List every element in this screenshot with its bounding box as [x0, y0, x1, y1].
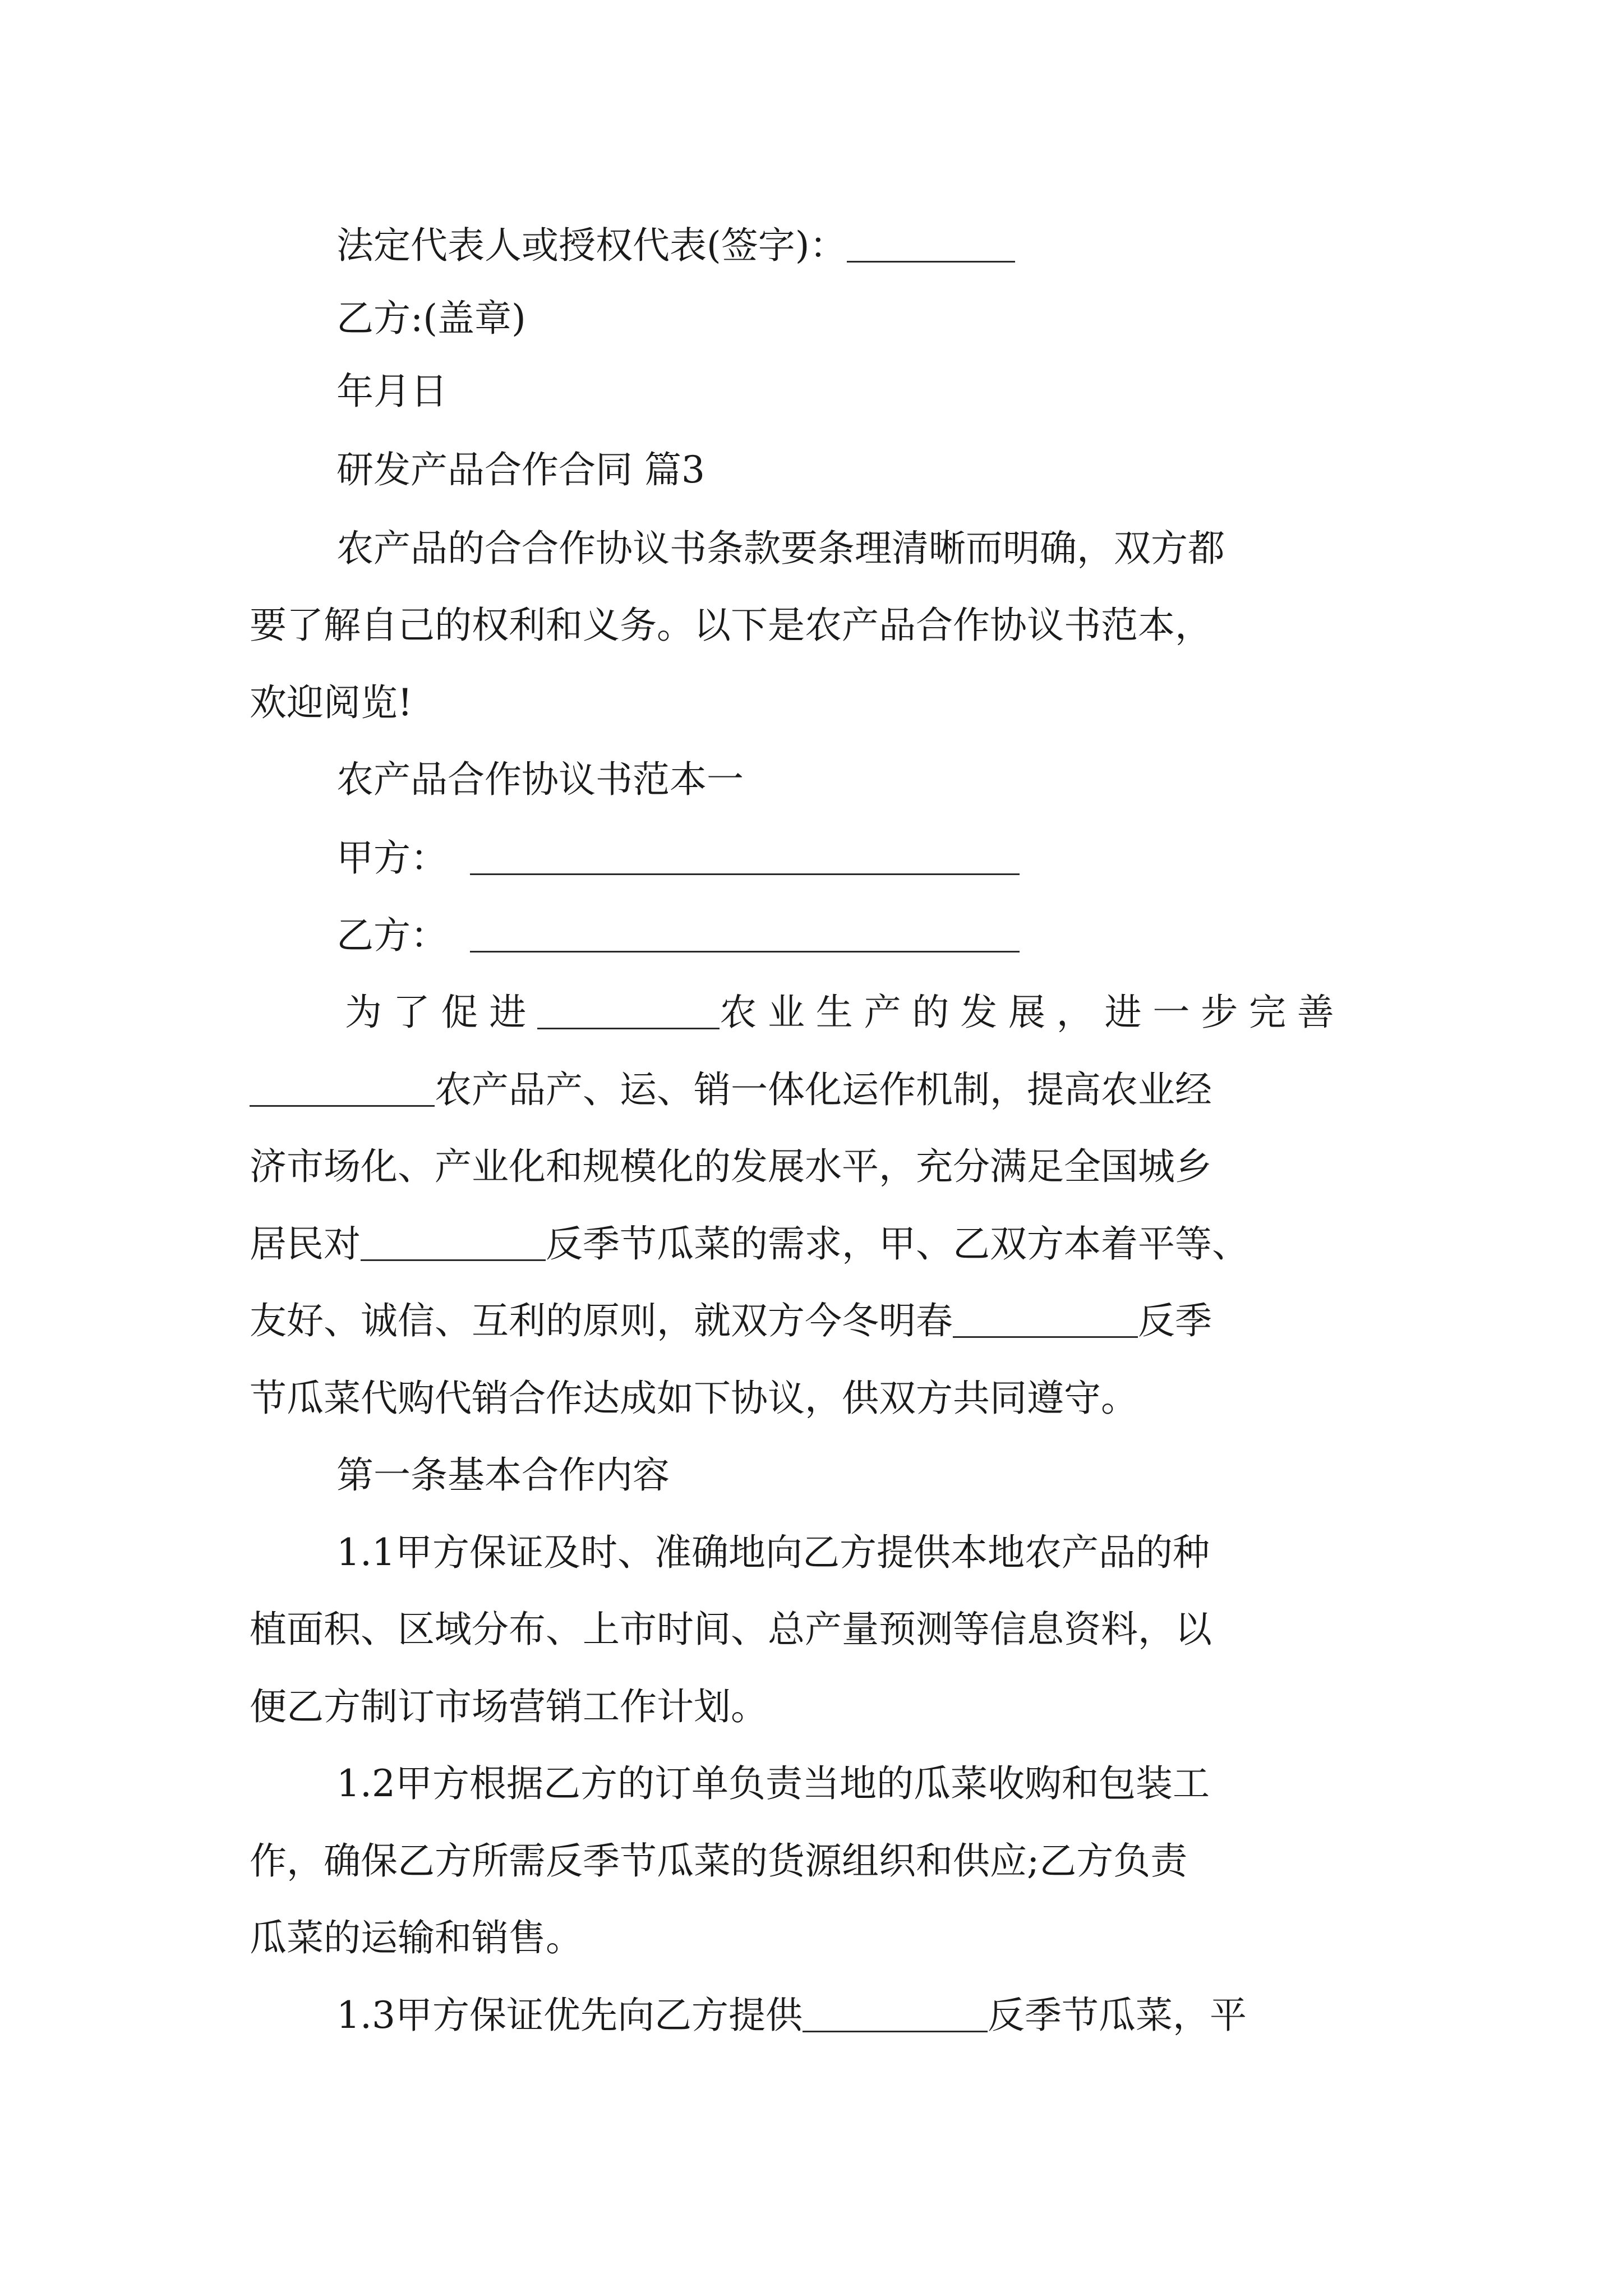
preamble-line-1 [345, 991, 1345, 1034]
clause-text: 1.3甲方保证优先向乙方提供 [336, 1994, 803, 2037]
article-1-title: 第一条基本合作内容 [336, 1453, 670, 1497]
preamble-blank [250, 1071, 435, 1107]
preamble-blank [953, 1303, 1138, 1338]
preamble-text: 反季节瓜菜的需求，甲、乙双方本着平等、 [546, 1222, 1249, 1266]
signature-date: 年月日 [336, 370, 448, 413]
party-a-line [336, 836, 1020, 880]
party-a-label: 甲方： [336, 836, 448, 880]
clause-1-1-line-3: 便乙方制订市场营销工作计划。 [250, 1685, 768, 1728]
intro-line-2: 要了解自己的权利和义务。以下是农产品合作协议书范本， [250, 604, 1212, 647]
section-title: 研发产品合作合同 篇3 [336, 448, 705, 491]
party-b-label: 乙方： [336, 914, 448, 957]
preamble-text: 农产品产、运、销一体化运作机制，提高农业经 [435, 1068, 1212, 1111]
signature-blank [847, 227, 1015, 263]
clause-1-2-line-3: 瓜菜的运输和销售。 [250, 1916, 583, 1959]
preamble-text: 居民对 [250, 1222, 361, 1266]
preamble-blank [361, 1226, 546, 1261]
preamble-text: 友好、诚信、互利的原则，就双方今冬明春 [250, 1299, 953, 1342]
clause-1-3-line-1 [336, 1994, 1247, 2037]
party-a-blank [470, 840, 1020, 875]
legal-rep-signature-line [336, 224, 1015, 267]
preamble-text: 反季 [1138, 1299, 1212, 1342]
preamble-line-2 [250, 1068, 1212, 1111]
preamble-blank [537, 994, 720, 1029]
sample-title: 农产品合作协议书范本一 [336, 758, 744, 801]
clause-1-1-line-2: 植面积、区域分布、上市时间、总产量预测等信息资料，以 [250, 1608, 1212, 1651]
party-b-blank [470, 917, 1020, 953]
clause-1-2-line-1: 1.2甲方根据乙方的订单负责当地的瓜菜收购和包装工 [336, 1762, 1210, 1805]
intro-line-1: 农产品的合合作协议书条款要条理清晰而明确，双方都 [336, 527, 1225, 570]
preamble-line-6: 节瓜菜代购代销合作达成如下协议，供双方共同遵守。 [250, 1377, 1138, 1420]
preamble-line-5 [250, 1299, 1212, 1342]
clause-text: 反季节瓜菜，平 [987, 1994, 1247, 2037]
clause-1-1-line-1: 1.1甲方保证及时、准确地向乙方提供本地农产品的种 [336, 1531, 1210, 1574]
intro-line-3: 欢迎阅览! [250, 681, 413, 724]
preamble-line-3: 济市场化、产业化和规模化的发展水平，充分满足全国城乡 [250, 1145, 1212, 1188]
clause-1-2-line-2: 作，确保乙方所需反季节瓜菜的货源组织和供应;乙方负责 [250, 1839, 1188, 1883]
preamble-text: 为了促进 [345, 991, 538, 1034]
party-b-line [336, 914, 1020, 957]
legal-rep-label: 法定代表人或授权代表(签字)： [336, 224, 847, 267]
preamble-text: 农业生产的发展，进一步完善 [720, 991, 1345, 1034]
party-b-seal: 乙方:(盖章) [336, 297, 526, 340]
preamble-line-4 [250, 1222, 1249, 1266]
clause-blank [803, 1997, 988, 2032]
